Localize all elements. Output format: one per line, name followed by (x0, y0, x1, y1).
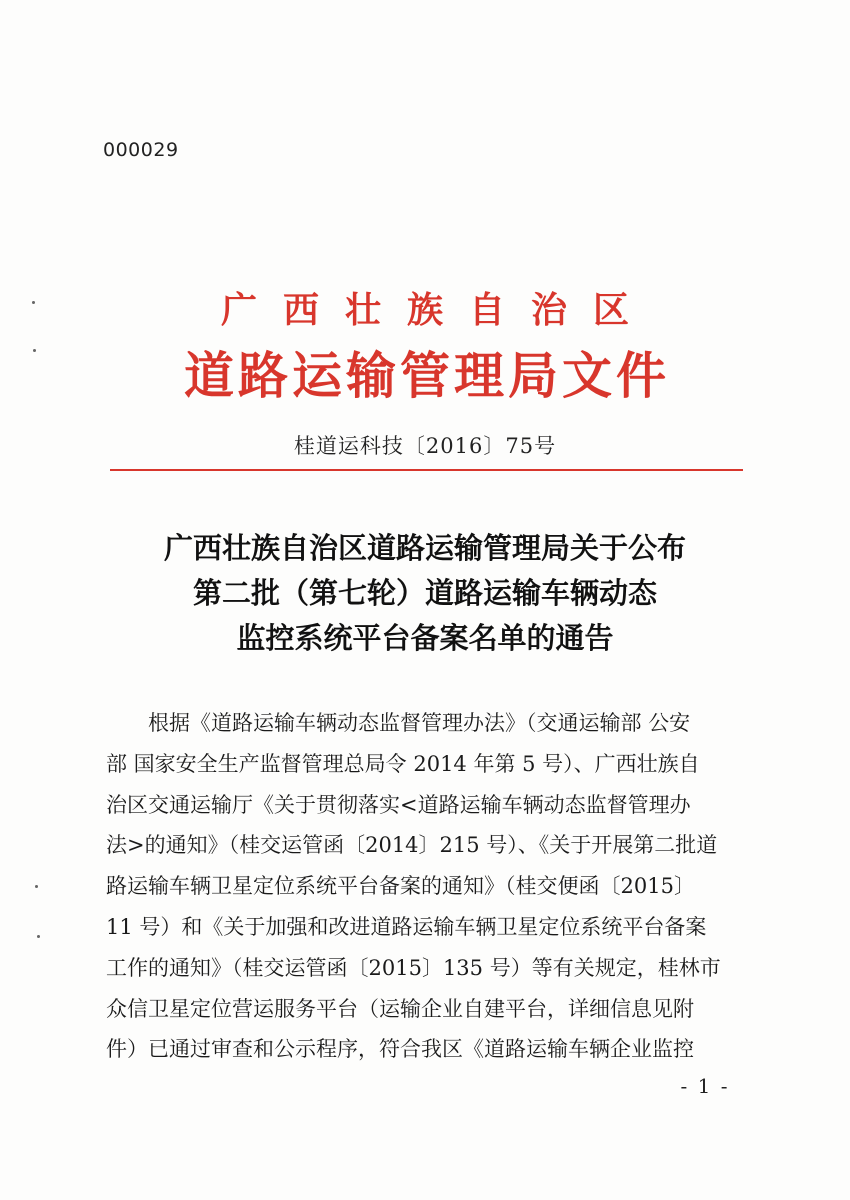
title-line: 广西壮族自治区道路运输管理局关于公布 (163, 531, 686, 565)
page-number: - 1 - (680, 1074, 730, 1098)
document-header: 道路运输管理局文件 (184, 346, 670, 405)
document-title (0, 526, 850, 661)
issue-number: 桂道运科技〔2016〕75号 (293, 434, 557, 458)
body-text (106, 703, 746, 1070)
body-line: 工作的通知》（桂交运管函〔2015〕135 号）等有关规定，桂林市 (106, 955, 721, 980)
scan-artifact (32, 301, 35, 304)
title-line: 第二批（第七轮）道路运输车辆动态 (192, 576, 657, 610)
scan-artifact (37, 935, 40, 938)
body-line: 11 号）和《关于加强和改进道路运输车辆卫星定位系统平台备案 (106, 914, 707, 939)
body-line: 众信卫星定位营运服务平台（运输企业自建平台，详细信息见附 (106, 996, 694, 1021)
body-line: 部 国家安全生产监督管理总局令 2014 年第 5 号）、广西壮族自 (106, 751, 700, 776)
scan-artifact (33, 349, 36, 352)
title-line: 监控系统平台备案名单的通告 (236, 621, 614, 655)
body-line: 件）已通过审查和公示程序，符合我区《道路运输车辆企业监控 (106, 1037, 694, 1062)
issuer-name: 广西壮族自治区 (220, 289, 655, 331)
body-line: 根据《道路运输车辆动态监督管理办法》（交通运输部 公安 (106, 711, 691, 735)
red-divider (110, 469, 743, 471)
body-line: 治区交通运输厅《关于贯彻落实<道路运输车辆动态监督管理办 (106, 792, 691, 817)
scan-artifact (35, 885, 38, 888)
body-line: 路运输车辆卫星定位系统平台备案的通知》（桂交便函〔2015〕 (106, 874, 695, 899)
document-serial-number: 000029 (103, 139, 179, 161)
body-line: 法>的通知》（桂交运管函〔2014〕215 号）、《关于开展第二批道 (106, 833, 718, 858)
